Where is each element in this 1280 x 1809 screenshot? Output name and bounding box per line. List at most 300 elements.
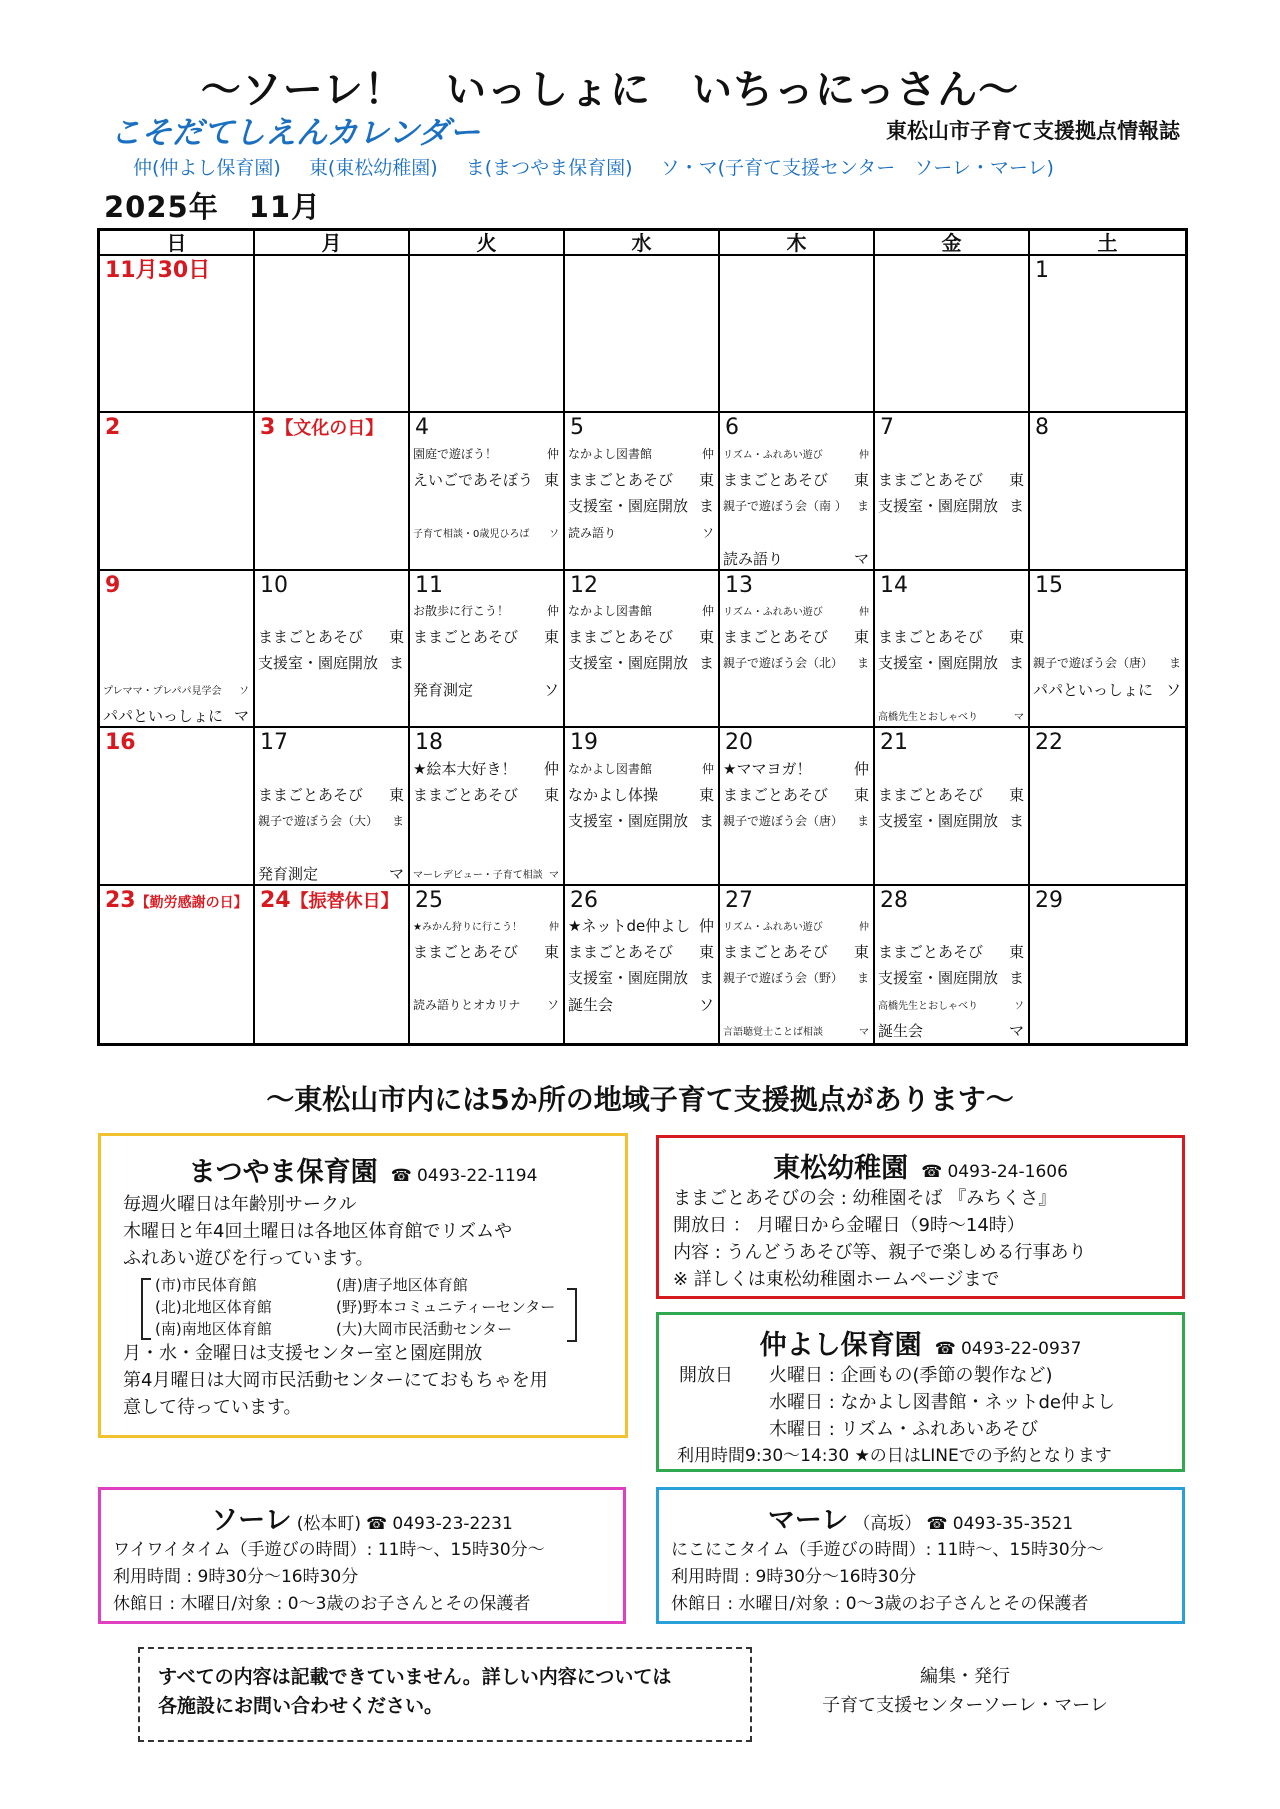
calendar-event [258, 625, 404, 649]
calendar-event [413, 520, 559, 544]
calendar-day-cell [565, 413, 720, 570]
weekday-header: 月 [255, 231, 410, 256]
facility-line: 利用時間 : 9時30分～16時30分 [113, 1567, 359, 1587]
facility-line: 月・水・金曜日は支援センター室と園庭開放 [123, 1343, 483, 1364]
event-title: なかよし図書館 [568, 446, 653, 461]
day-number [1035, 888, 1063, 914]
calendar-event [568, 782, 714, 806]
calendar-event [413, 625, 559, 649]
note-line: 各施設にお問い合わせください。 [158, 1695, 444, 1717]
gym-item: (大)大岡市民活動センター [336, 1320, 513, 1338]
event-title: ままごとあそび [258, 785, 364, 804]
day-number [725, 415, 739, 441]
calendar-event [568, 993, 714, 1017]
calendar-event [568, 493, 714, 517]
day-label: 19 [570, 730, 598, 756]
day-number [105, 415, 120, 441]
event-title: 支援室・園庭開放 [878, 969, 999, 988]
event-title: リズム・ふれあい遊び [723, 449, 823, 461]
event-title: ★ママヨガ！ [723, 759, 812, 778]
event-organizer: 東 [1008, 785, 1024, 804]
event-title: 親子で遊ぼう会（北） [723, 656, 844, 671]
day-label: 26 [570, 887, 598, 913]
facility-name: 東松幼稚園 [773, 1153, 909, 1184]
day-number [570, 888, 598, 914]
day-label: 24 [260, 887, 291, 913]
day-number [1035, 573, 1063, 599]
day-label: 25 [415, 887, 443, 913]
event-organizer: ま [1008, 496, 1024, 515]
event-title: ままごとあそび [878, 628, 984, 647]
phone-icon: ☎ [926, 1514, 948, 1534]
event-title: ★絵本大好き！ [413, 759, 517, 778]
calendar-day-cell [1030, 256, 1185, 413]
day-label: 29 [1035, 887, 1063, 913]
day-label: 4 [415, 415, 429, 441]
day-label: 21 [880, 730, 908, 756]
event-title: 読み語りとオカリナ [413, 998, 521, 1013]
calendar-event [723, 467, 869, 491]
calendar-event [723, 599, 869, 623]
calendar-event [258, 808, 404, 832]
event-organizer: 仲 [853, 759, 869, 778]
calendar-day-cell [720, 571, 875, 728]
calendar-event [103, 678, 249, 702]
calendar-day-cell [100, 256, 255, 413]
event-organizer: 東 [388, 628, 404, 647]
event-organizer: 東 [853, 943, 869, 962]
event-organizer: マ [853, 549, 869, 568]
day-label: 10 [260, 572, 288, 598]
day-label: 5 [570, 415, 584, 441]
event-title: 支援室・園庭開放 [878, 496, 999, 515]
calendar-day-cell [875, 571, 1030, 728]
event-organizer: 仲 [549, 922, 559, 934]
calendar-table [97, 228, 1188, 1046]
calendar-event [878, 1019, 1024, 1043]
gym-item: (南)南地区体育館 [155, 1320, 272, 1338]
calendar-event [878, 467, 1024, 491]
event-organizer: 東 [853, 785, 869, 804]
facility-matsuyama [98, 1133, 628, 1438]
event-title: ままごとあそび [413, 785, 519, 804]
calendar-event [1033, 678, 1181, 702]
facility-line: ままごとあそびの会 : 幼稚園そば 『みちくさ』 [673, 1188, 1057, 1209]
event-organizer: ま [698, 969, 714, 988]
event-title: 読み語り [568, 525, 617, 540]
day-number [105, 730, 136, 756]
calendar-event [723, 756, 869, 780]
event-organizer: 東 [388, 785, 404, 804]
facility-mare [656, 1487, 1185, 1624]
calendar-event [258, 651, 404, 675]
calendar-subtitle: こそだてしえんカレンダー [110, 115, 480, 151]
event-organizer: 仲 [701, 446, 714, 461]
calendar-day-cell [875, 728, 1030, 885]
day-label: 23 [105, 887, 136, 913]
calendar-day-cell [410, 256, 565, 413]
calendar-event [723, 441, 869, 465]
event-organizer: ソ [543, 681, 559, 700]
day-number [415, 573, 443, 599]
event-title: ★ネットde仲よし [568, 917, 691, 936]
event-title: 高橋先生とおしゃべり [878, 712, 978, 724]
event-title: ままごとあそび [258, 628, 364, 647]
facility-name: まつやま保育園 [188, 1157, 378, 1188]
day-label: 2 [105, 415, 121, 441]
calendar-event [413, 782, 559, 806]
event-title: ままごとあそび [413, 943, 519, 962]
calendar-event [878, 651, 1024, 675]
calendar-event [413, 861, 559, 885]
facility-line: にこにこタイム（手遊びの時間）: 11時～、15時30分～ [671, 1540, 1104, 1560]
day-number [105, 258, 210, 284]
calendar-grid [100, 231, 1185, 1043]
event-title: 親子で遊ぼう会（大） [258, 813, 379, 828]
event-organizer: 仲 [543, 759, 559, 778]
day-label: 15 [1035, 572, 1063, 598]
calendar-event [723, 782, 869, 806]
event-title: 高橋先生とおしゃべり [878, 1001, 978, 1013]
calendar-day-cell [100, 413, 255, 570]
phone-icon: ☎ [921, 1162, 943, 1182]
event-title: 親子で遊ぼう会（唐） [723, 813, 844, 828]
event-title: パパといっしょに [103, 707, 224, 726]
event-title: 支援室・園庭開放 [878, 811, 999, 830]
facility-line: 開放日 ： 月曜日から金曜日（9時～14時） [673, 1215, 1025, 1236]
day-label: 1 [1035, 258, 1049, 283]
event-organizer: 仲 [859, 607, 869, 619]
event-title: ままごとあそび [723, 628, 829, 647]
calendar-day-cell [720, 728, 875, 885]
event-organizer: ま [698, 654, 714, 673]
event-title: ままごとあそび [878, 943, 984, 962]
event-title: 支援室・園庭開放 [568, 654, 689, 673]
event-title: マーレデビュー・子育て相談 [413, 869, 543, 881]
facility-name: 仲よし保育園 [759, 1330, 922, 1361]
calendar-day-cell [100, 571, 255, 728]
day-number [105, 888, 248, 916]
weekday-header: 日 [100, 231, 255, 256]
facility-line: ふれあい遊びを行っています。 [123, 1248, 374, 1269]
calendar-day-cell [720, 886, 875, 1043]
event-organizer: 東 [1008, 470, 1024, 489]
calendar-day-cell [1030, 886, 1185, 1043]
calendar-event [413, 678, 559, 702]
event-title: ままごとあそび [413, 628, 519, 647]
calendar-event [723, 808, 869, 832]
day-label: 11月30日 [105, 258, 211, 283]
day-label: 12 [570, 572, 598, 598]
calendar-event [568, 808, 714, 832]
weekday-header: 火 [410, 231, 565, 256]
event-organizer: 東 [698, 470, 714, 489]
facility-location: （高坂） [853, 1514, 922, 1534]
event-title: 発育測定 [258, 864, 319, 883]
weekday-header: 木 [720, 231, 875, 256]
facility-phone: 0493-22-1194 [416, 1166, 538, 1186]
facility-line: ※ 詳しくは東松幼稚園ホームページまで [673, 1269, 1000, 1290]
event-organizer: マ [1008, 1022, 1024, 1041]
event-title: 支援室・園庭開放 [258, 654, 379, 673]
facility-line: 利用時間 : 9時30分～16時30分 [671, 1567, 917, 1587]
facility-location: (松本町) [296, 1514, 361, 1534]
event-title: えいごであそぼう [413, 470, 534, 489]
facility-line: 火曜日 : 企画もの(季節の製作など) [769, 1365, 1053, 1386]
calendar-event [568, 625, 714, 649]
calendar-day-cell [255, 886, 410, 1043]
weekday-header: 土 [1030, 231, 1185, 256]
event-title: ままごとあそび [878, 470, 984, 489]
calendar-event [568, 651, 714, 675]
event-title: ままごとあそび [723, 470, 829, 489]
event-organizer: マ [388, 864, 404, 883]
calendar-day-cell [410, 413, 565, 570]
day-number [725, 888, 753, 914]
event-organizer: マ [859, 1027, 869, 1039]
event-title: ままごとあそび [878, 785, 984, 804]
event-title: 親子で遊ぼう会（南 ） [723, 498, 847, 513]
day-number [415, 415, 429, 441]
day-label: 27 [725, 887, 753, 913]
calendar-event [413, 599, 559, 623]
event-organizer: 東 [853, 470, 869, 489]
day-label: 11 [415, 572, 443, 598]
holiday-label: 【勤労感謝の日】 [135, 894, 248, 911]
event-organizer: マ [233, 707, 249, 726]
event-title: 支援室・園庭開放 [568, 811, 689, 830]
open-days-label: 開放日 [679, 1365, 733, 1386]
facility-name: マーレ [767, 1505, 849, 1536]
facility-phone: 0493-24-1606 [947, 1162, 1068, 1182]
event-organizer: ま [856, 498, 869, 513]
event-title: 読み語り [723, 549, 784, 568]
facility-name: ソーレ [211, 1505, 292, 1536]
facility-phone: 0493-23-2231 [392, 1514, 513, 1534]
facility-phone: 0493-35-3521 [952, 1514, 1074, 1534]
event-title: 発育測定 [413, 681, 474, 700]
legend-item: 仲(仲よし保育園) [133, 157, 281, 179]
calendar-event [258, 782, 404, 806]
organization-legend [133, 153, 1076, 180]
day-number [415, 888, 443, 914]
calendar-event [723, 966, 869, 990]
day-label: 28 [880, 887, 908, 913]
event-organizer: 東 [543, 943, 559, 962]
event-organizer: ま [1008, 811, 1024, 830]
gym-item: (北)北地区体育館 [155, 1298, 272, 1316]
day-number [260, 888, 399, 915]
day-number [260, 415, 383, 442]
event-title: リズム・ふれあい遊び [723, 607, 823, 619]
calendar-event [413, 467, 559, 491]
calendar-event [568, 756, 714, 780]
event-organizer: 東 [543, 470, 559, 489]
publisher-label: 東松山市子育て支援拠点情報誌 [886, 119, 1180, 143]
event-title: 支援室・園庭開放 [568, 969, 689, 988]
event-organizer: 東 [543, 785, 559, 804]
section-title: ～東松山市内には5か所の地域子育て支援拠点があります～ [266, 1083, 1014, 1116]
facility-line: 第4月曜日は大岡市民活動センターにておもちゃを用 [123, 1370, 548, 1391]
facility-line: 毎週火曜日は年齢別サークル [123, 1194, 357, 1215]
weekday-header: 金 [875, 231, 1030, 256]
facility-line: 木曜日と年4回土曜日は各地区体育館でリズムや [123, 1221, 513, 1242]
facility-line: 木曜日 : リズム・ふれあいあそび [769, 1419, 1039, 1440]
event-organizer: ソ [239, 686, 249, 698]
calendar-event [723, 546, 869, 570]
event-title: 誕生会 [878, 1022, 924, 1041]
day-label: 8 [1035, 415, 1049, 441]
calendar-day-cell [255, 413, 410, 570]
event-organizer: ま [388, 654, 404, 673]
facility-sole [98, 1487, 626, 1624]
calendar-day-cell [565, 728, 720, 885]
day-number [1035, 730, 1063, 756]
gym-item: (市)市民体育館 [155, 1276, 257, 1294]
facility-line: 休館日 : 木曜日/対象 : 0～3歳のお子さんとその保護者 [113, 1594, 531, 1614]
credit-line: 編集・発行 [920, 1666, 1010, 1687]
calendar-event [723, 940, 869, 964]
calendar-event [568, 441, 714, 465]
facility-line: ワイワイタイム（手遊びの時間）: 11時～、15時30分～ [113, 1540, 545, 1560]
event-title: 親子で遊ぼう会（唐） [1033, 656, 1154, 671]
event-title: なかよし図書館 [568, 604, 653, 619]
facility-line: 内容 : うんどうあそび等、親子で楽しめる行事あり [673, 1242, 1087, 1263]
calendar-day-cell [255, 256, 410, 413]
holiday-label: 【振替休日】 [290, 890, 399, 912]
event-title: ★みかん狩りに行こう！ [413, 922, 522, 934]
calendar-event [878, 782, 1024, 806]
calendar-event [413, 756, 559, 780]
note-line: すべての内容は記載できていません。詳しい内容については [158, 1666, 672, 1688]
calendar-event [878, 940, 1024, 964]
facility-line: 意して待っています。 [123, 1397, 302, 1418]
event-organizer: 東 [698, 785, 714, 804]
event-organizer: 仲 [546, 446, 559, 461]
weekday-header: 水 [565, 231, 720, 256]
disclaimer-note [138, 1647, 752, 1742]
day-number [880, 415, 894, 441]
calendar-event [258, 861, 404, 885]
event-organizer: マ [1014, 712, 1024, 724]
day-label: 18 [415, 730, 443, 756]
calendar-day-cell [565, 571, 720, 728]
event-organizer: 仲 [701, 604, 714, 619]
event-title: 園庭で遊ぼう！ [413, 446, 498, 461]
event-organizer: ソ [1014, 1001, 1024, 1013]
day-label: 14 [880, 572, 908, 598]
day-label: 7 [880, 415, 894, 441]
event-organizer: ま [698, 811, 714, 830]
facility-nakayoshi [656, 1312, 1185, 1472]
event-title: プレママ・プレパパ見学会 [103, 686, 222, 698]
day-number [880, 573, 908, 599]
calendar-event [878, 966, 1024, 990]
facility-footer: 利用時間9:30～14:30 ★の日はLINEでの予約となります [677, 1446, 1112, 1466]
calendar-day-cell [875, 256, 1030, 413]
holiday-label: 【文化の日】 [275, 418, 384, 440]
day-label: 3 [260, 415, 276, 441]
event-organizer: ま [1008, 654, 1024, 673]
event-title: 子育て相談・0歳児ひろば [413, 528, 530, 540]
event-organizer: マ [549, 869, 559, 881]
event-organizer: 仲 [546, 604, 559, 619]
event-title: 支援室・園庭開放 [878, 654, 999, 673]
calendar-event [723, 493, 869, 517]
calendar-day-cell [1030, 571, 1185, 728]
calendar-event [568, 966, 714, 990]
event-organizer: 東 [698, 943, 714, 962]
event-organizer: 仲 [701, 761, 714, 776]
credit-line: 子育て支援センターソーレ・マーレ [822, 1695, 1108, 1716]
calendar-event [413, 993, 559, 1017]
calendar-day-cell [255, 728, 410, 885]
facility-line: 休館日 : 水曜日/対象 : 0～3歳のお子さんとその保護者 [671, 1594, 1089, 1614]
legend-item: 東(東松幼稚園) [308, 157, 438, 179]
event-title: 親子で遊ぼう会（野） [723, 971, 844, 986]
gym-item: (唐)唐子地区体育館 [336, 1276, 468, 1294]
calendar-event [878, 704, 1024, 728]
event-title: ままごとあそび [568, 470, 674, 489]
event-organizer: ソ [701, 525, 714, 540]
month-title: 2025年 11月 [104, 190, 322, 224]
legend-item: ソ・マ(子育て支援センター ソーレ・マーレ) [660, 157, 1054, 179]
day-number [105, 573, 120, 599]
calendar-event [413, 940, 559, 964]
calendar-day-cell [875, 413, 1030, 570]
event-organizer: ま [856, 813, 869, 828]
phone-icon: ☎ [934, 1339, 956, 1359]
phone-icon: ☎ [366, 1514, 388, 1534]
calendar-event [723, 625, 869, 649]
calendar-day-cell [255, 571, 410, 728]
day-number [415, 730, 443, 756]
day-number [570, 730, 598, 756]
event-organizer: ま [698, 496, 714, 515]
event-title: なかよし図書館 [568, 761, 653, 776]
event-title: お散歩に行こう！ [413, 604, 510, 619]
legend-item: ま(まつやま保育園) [465, 157, 633, 179]
day-label: 16 [105, 730, 136, 756]
event-title: ままごとあそび [568, 628, 674, 647]
gym-item: (野)野本コミュニティーセンター [336, 1298, 556, 1316]
phone-icon: ☎ [390, 1166, 412, 1186]
calendar-day-cell [1030, 413, 1185, 570]
event-organizer: 東 [698, 628, 714, 647]
event-organizer: 東 [1008, 628, 1024, 647]
event-organizer: ま [391, 813, 404, 828]
calendar-day-cell [410, 886, 565, 1043]
event-organizer: ソ [549, 528, 559, 540]
day-label: 13 [725, 572, 753, 598]
event-organizer: ソ [546, 998, 559, 1013]
event-title: ままごとあそび [723, 943, 829, 962]
event-organizer: 東 [853, 628, 869, 647]
event-organizer: ソ [698, 996, 714, 1015]
day-number [725, 730, 753, 756]
day-number [880, 730, 908, 756]
event-organizer: 仲 [859, 449, 869, 461]
event-title: 誕生会 [568, 996, 614, 1015]
event-organizer: ま [1168, 656, 1181, 671]
calendar-event [878, 625, 1024, 649]
event-title: ままごとあそび [723, 785, 829, 804]
facility-line: 水曜日 : なかよし図書館・ネットde仲よし [769, 1392, 1116, 1413]
calendar-day-cell [1030, 728, 1185, 885]
gym-list [141, 1274, 571, 1340]
calendar-event [568, 599, 714, 623]
main-title: ～ソーレ！ いっしょに いちっにっさん～ [200, 67, 1020, 113]
